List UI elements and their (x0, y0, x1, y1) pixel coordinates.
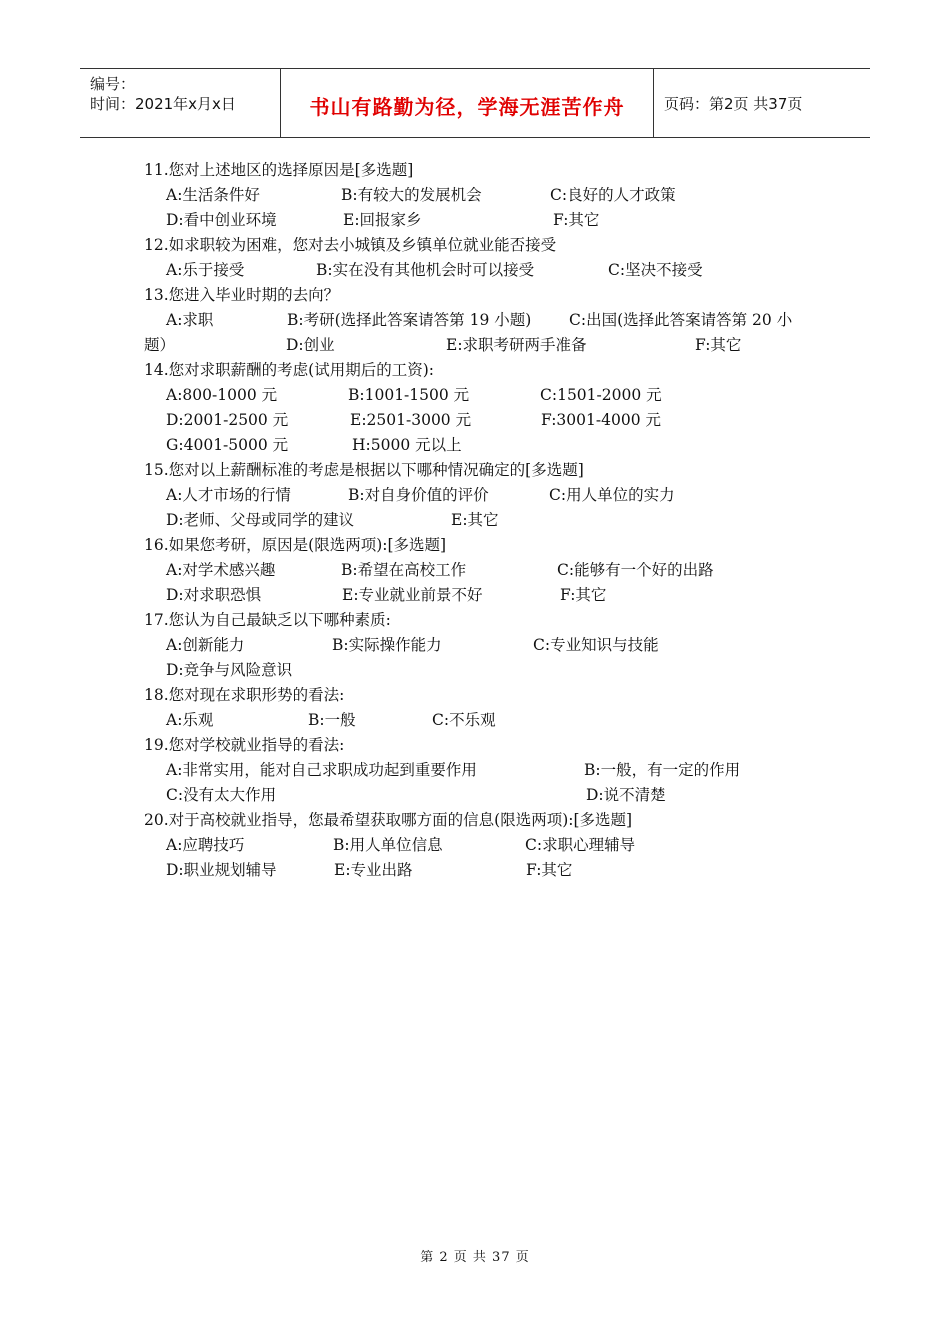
q13-option-c-continued: 题） (144, 336, 176, 354)
q13-option-e: E:求职考研两手准备 (446, 336, 587, 354)
q20-option-f: F:其它 (526, 861, 573, 879)
page-header (80, 68, 870, 138)
q16-option-d: D:对求职恐惧 (166, 586, 262, 604)
q17-option-c: C:专业知识与技能 (533, 636, 659, 654)
q11-option-a: A:生活条件好 (166, 186, 260, 204)
q12-option-a: A:乐于接受 (166, 261, 245, 279)
q16-option-e: E:专业就业前景不好 (342, 586, 483, 604)
q20-option-d: D:职业规划辅导 (166, 861, 277, 879)
q18-option-c: C:不乐观 (432, 711, 496, 729)
q13-option-f: F:其它 (695, 336, 742, 354)
q12-option-c: C:坚决不接受 (608, 261, 703, 279)
q14-option-d: D:2001-2500 元 (166, 411, 289, 429)
page-info: 页码：第2页 共37页 (664, 95, 803, 113)
q18-option-b: B:一般 (308, 711, 356, 729)
q15-option-a: A:人才市场的行情 (166, 486, 291, 504)
question-17-stem: 17.您认为自己最缺乏以下哪种素质: (144, 611, 391, 629)
q12-option-b: B:实在没有其他机会时可以接受 (316, 261, 535, 279)
q20-option-e: E:专业出路 (334, 861, 413, 879)
header-left-cell (80, 69, 281, 137)
q11-option-e: E:回报家乡 (343, 211, 422, 229)
question-12-stem: 12.如求职较为困难，您对去小城镇及乡镇单位就业能否接受 (144, 236, 557, 254)
q19-option-d: D:说不清楚 (586, 786, 666, 804)
question-11-stem: 11.您对上述地区的选择原因是[多选题] (144, 161, 414, 179)
q20-option-b: B:用人单位信息 (333, 836, 443, 854)
q19-option-c: C:没有太大作用 (166, 786, 277, 804)
q15-option-c: C:用人单位的实力 (549, 486, 675, 504)
motto: 书山有路勤为径，学海无涯苦作舟 (309, 95, 625, 119)
q18-option-a: A:乐观 (166, 711, 214, 729)
q16-option-b: B:希望在高校工作 (341, 561, 467, 579)
q13-option-a: A:求职 (166, 311, 214, 329)
q14-option-h: H:5000 元以上 (352, 436, 462, 454)
q15-option-d: D:老师、父母或同学的建议 (166, 511, 355, 529)
question-15-stem: 15.您对以上薪酬标准的考虑是根据以下哪种情况确定的[多选题] (144, 461, 584, 479)
q20-option-c: C:求职心理辅导 (525, 836, 636, 854)
q13-option-c: C:出国(选择此答案请答第 20 小 (569, 311, 793, 329)
q11-option-b: B:有较大的发展机会 (341, 186, 482, 204)
question-20-stem: 20.对于高校就业指导，您最希望获取哪方面的信息(限选两项):[多选题] (144, 811, 633, 829)
question-13-stem: 13.您进入毕业时期的去向？ (144, 286, 340, 304)
q14-option-e: E:2501-3000 元 (350, 411, 472, 429)
q15-option-e: E:其它 (451, 511, 499, 529)
header-right-cell (654, 69, 870, 137)
q11-option-d: D:看中创业环境 (166, 211, 277, 229)
q16-option-c: C:能够有一个好的出路 (557, 561, 714, 579)
q15-option-b: B:对自身价值的评价 (348, 486, 489, 504)
date-line: 时间：2021年x月x日 (90, 95, 236, 113)
q14-option-g: G:4001-5000 元 (166, 436, 289, 454)
q14-option-a: A:800-1000 元 (166, 386, 278, 404)
question-18-stem: 18.您对现在求职形势的看法: (144, 686, 345, 704)
question-16-stem: 16.如果您考研，原因是(限选两项):[多选题] (144, 536, 447, 554)
q13-option-b: B:考研(选择此答案请答第 19 小题) (287, 311, 532, 329)
q14-option-c: C:1501-2000 元 (540, 386, 662, 404)
q19-option-a: A:非常实用，能对自己求职成功起到重要作用 (166, 761, 477, 779)
page-footer: 第 2 页 共 37 页 (420, 1250, 530, 1265)
question-19-stem: 19.您对学校就业指导的看法: (144, 736, 345, 754)
q19-option-b: B:一般，有一定的作用 (584, 761, 741, 779)
q16-option-f: F:其它 (560, 586, 607, 604)
q14-option-b: B:1001-1500 元 (348, 386, 470, 404)
q17-option-d: D:竞争与风险意识 (166, 661, 293, 679)
q11-option-c: C:良好的人才政策 (550, 186, 676, 204)
question-14-stem: 14.您对求职薪酬的考虑(试用期后的工资): (144, 361, 434, 379)
q20-option-a: A:应聘技巧 (166, 836, 245, 854)
q13-option-d: D:创业 (286, 336, 335, 354)
header-middle-cell (281, 69, 654, 137)
q14-option-f: F:3001-4000 元 (541, 411, 661, 429)
q17-option-b: B:实际操作能力 (332, 636, 442, 654)
q11-option-f: F:其它 (553, 211, 600, 229)
q17-option-a: A:创新能力 (166, 636, 245, 654)
code-label: 编号： (90, 75, 136, 93)
q16-option-a: A:对学术感兴趣 (166, 561, 276, 579)
